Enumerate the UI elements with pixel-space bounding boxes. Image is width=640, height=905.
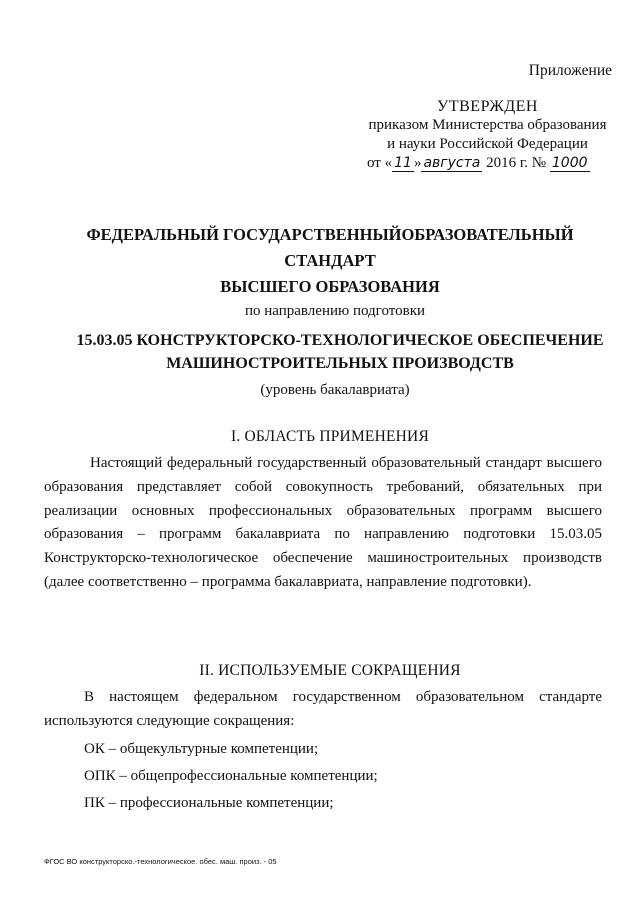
date-year: 2016 г. № xyxy=(486,155,547,171)
approval-block xyxy=(355,97,620,173)
approved-label: УТВЕРЖДЕН xyxy=(437,98,538,115)
direction-line-2: МАШИНОСТРОИТЕЛЬНЫХ ПРОИЗВОДСТВ xyxy=(166,355,514,372)
education-level: (уровень бакалавриата) xyxy=(260,382,410,398)
order-line-1: приказом Министерства образования xyxy=(368,117,607,133)
section-1-heading: I. ОБЛАСТЬ ПРИМЕНЕНИЯ xyxy=(231,428,429,445)
direction-intro: по направлению подготовки xyxy=(244,303,426,319)
section-2-heading: II. ИСПОЛЬЗУЕМЫЕ СОКРАЩЕНИЯ xyxy=(199,662,461,679)
section-2-paragraph: В настоящем федеральном государственном образовательном стандарте используются следующие сокращения: xyxy=(44,689,602,729)
date-day: 11 xyxy=(394,155,412,171)
direction-title xyxy=(40,329,640,375)
title-line-1: ФЕДЕРАЛЬНЫЙ ГОСУДАРСТВЕННЫЙОБРАЗОВАТЕЛЬНЫЙ СТАНДАРТ xyxy=(86,225,574,270)
appendix-label: Приложение xyxy=(528,62,612,79)
date-month: августа xyxy=(423,155,481,171)
title-line-2: ВЫСШЕГО ОБРАЗОВАНИЯ xyxy=(220,277,440,296)
abbreviation-item-ok: ОК – общекультурные компетенции; xyxy=(84,741,319,757)
order-number: 1000 xyxy=(551,155,588,171)
document-title xyxy=(40,222,620,300)
abbreviation-item-pk: ПК – профессиональные компетенции; xyxy=(84,795,334,811)
date-prefix: от « xyxy=(367,155,393,171)
section-1-paragraph: Настоящий федеральный государственный образовательный стандарт высшего образования представляет собой совокупность требований, обязательных при реализации основных профессиональных образовательных программ высшего образования – программ бакалавриата по направлению подготовки 15.03.05 Конструкторско-технологическое обеспечение машиностроительных производств (далее соответственно – программа бакалавриата, направление подготовки). xyxy=(44,455,602,590)
order-date-line xyxy=(355,154,620,173)
date-mid: » xyxy=(413,155,422,171)
order-line-2: и науки Российской Федерации xyxy=(387,136,588,152)
direction-line-1: 15.03.05 КОНСТРУКТОРСКО-ТЕХНОЛОГИЧЕСКОЕ ОБЕСПЕЧЕНИЕ xyxy=(76,332,604,349)
abbreviation-item-opk: ОПК – общепрофессиональные компетенции; xyxy=(84,768,378,784)
page-footer: ФГОС ВО конструкторско.-технологическое. обес. маш. произ. - 05 xyxy=(44,857,277,866)
